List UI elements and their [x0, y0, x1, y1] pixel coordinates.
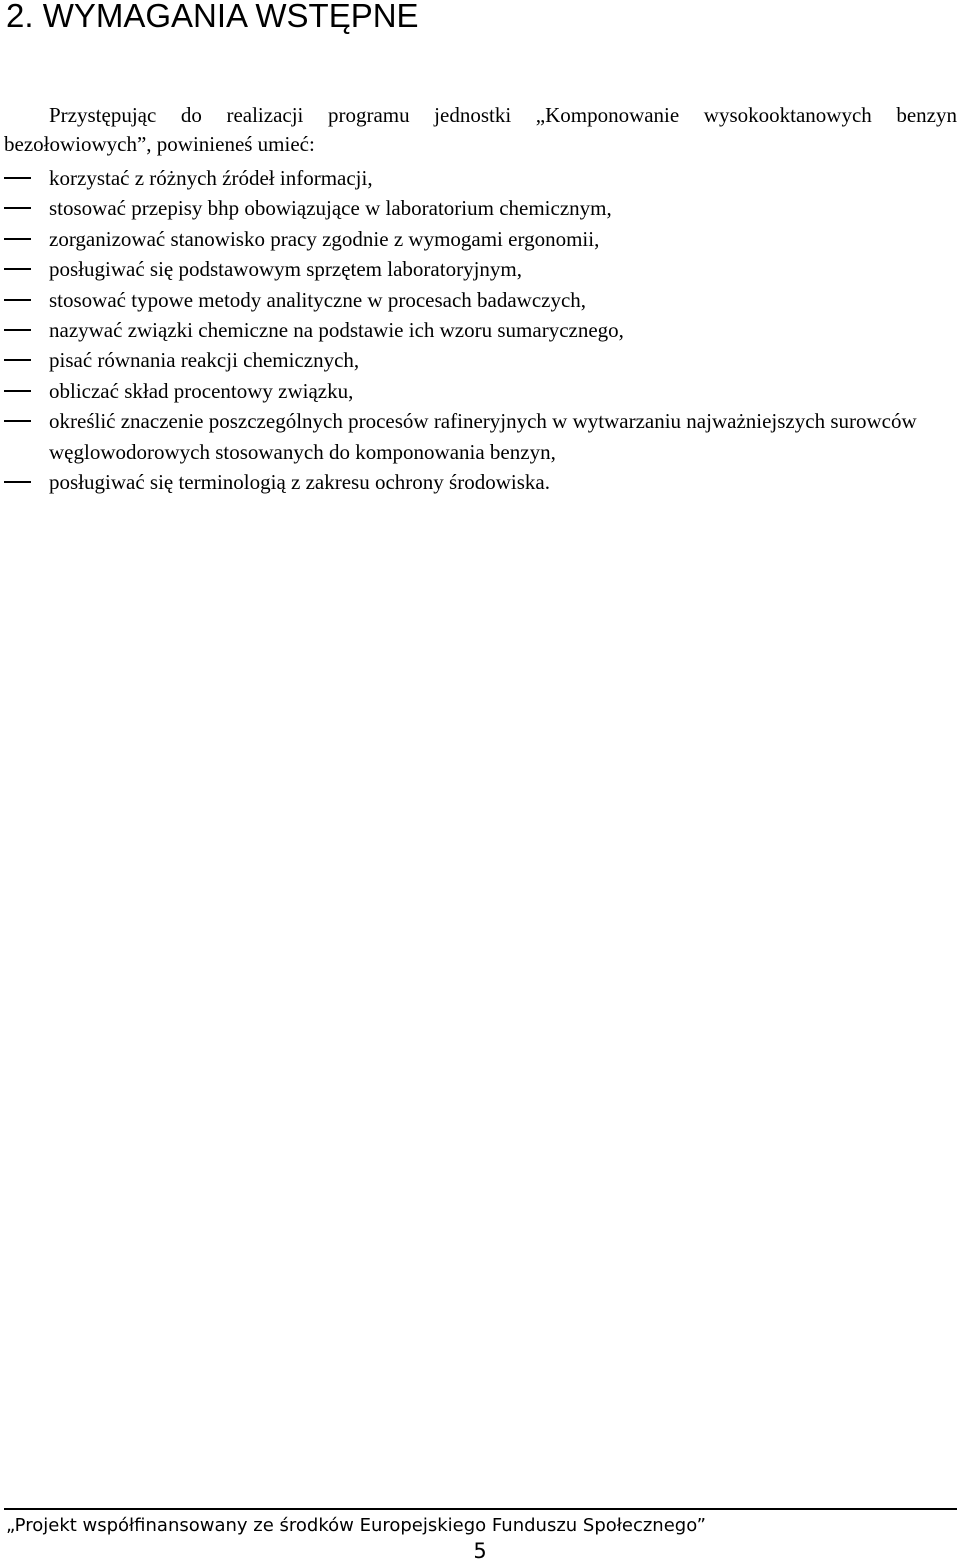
list-item-text: posługiwać się podstawowym sprzętem laboratoryjnym, [49, 257, 522, 282]
section-title: 2. WYMAGANIA WSTĘPNE [6, 0, 419, 34]
list-item [0, 163, 960, 193]
dash-bullet-icon [4, 390, 31, 392]
list-item-text: stosować przepisy bhp obowiązujące w laboratorium chemicznym, [49, 196, 612, 221]
list-item [0, 254, 960, 284]
list-item-text: posługiwać się terminologią z zakresu ochrony środowiska. [49, 470, 550, 495]
dash-bullet-icon [4, 268, 31, 270]
dash-bullet-icon [4, 238, 31, 240]
funding-note: „Projekt współfinansowany ze środków Europejskiego Funduszu Społecznego” [6, 1515, 706, 1536]
page-number: 5 [473, 1539, 487, 1563]
list-item-text: pisać równania reakcji chemicznych, [49, 348, 360, 373]
list-item-text: nazywać związki chemiczne na podstawie ich wzoru sumarycznego, [49, 318, 624, 343]
dash-bullet-icon [4, 207, 31, 209]
list-item [0, 224, 960, 254]
requirements-list [0, 163, 960, 497]
footer-divider [4, 1508, 957, 1510]
list-item-text: określić znaczenie poszczególnych procesów rafineryjnych w wytwarzaniu najważniejszych surowców węglowodorowych stosowanych do komponowania benzyn, [49, 409, 917, 464]
dash-bullet-icon [4, 481, 31, 483]
list-item [0, 315, 960, 345]
dash-bullet-icon [4, 177, 31, 179]
dash-bullet-icon [4, 299, 31, 301]
dash-bullet-icon [4, 329, 31, 331]
list-item-text: zorganizować stanowisko pracy zgodnie z wymogami ergonomii, [49, 226, 600, 251]
list-item-text: stosować typowe metody analityczne w procesach badawczych, [49, 287, 587, 312]
list-item [0, 406, 960, 467]
list-item [0, 345, 960, 375]
list-item [0, 285, 960, 315]
dash-bullet-icon [4, 359, 31, 361]
list-item [0, 376, 960, 406]
list-item-text: obliczać skład procentowy związku, [49, 378, 354, 403]
intro-paragraph: Przystępując do realizacji programu jednostki „Komponowanie wysokooktanowych benzyn bezołowiowych”, powinieneś umieć: [4, 103, 957, 156]
dash-bullet-icon [4, 420, 31, 422]
list-item [0, 467, 960, 497]
list-item-text: korzystać z różnych źródeł informacji, [49, 166, 373, 190]
list-item [0, 193, 960, 223]
